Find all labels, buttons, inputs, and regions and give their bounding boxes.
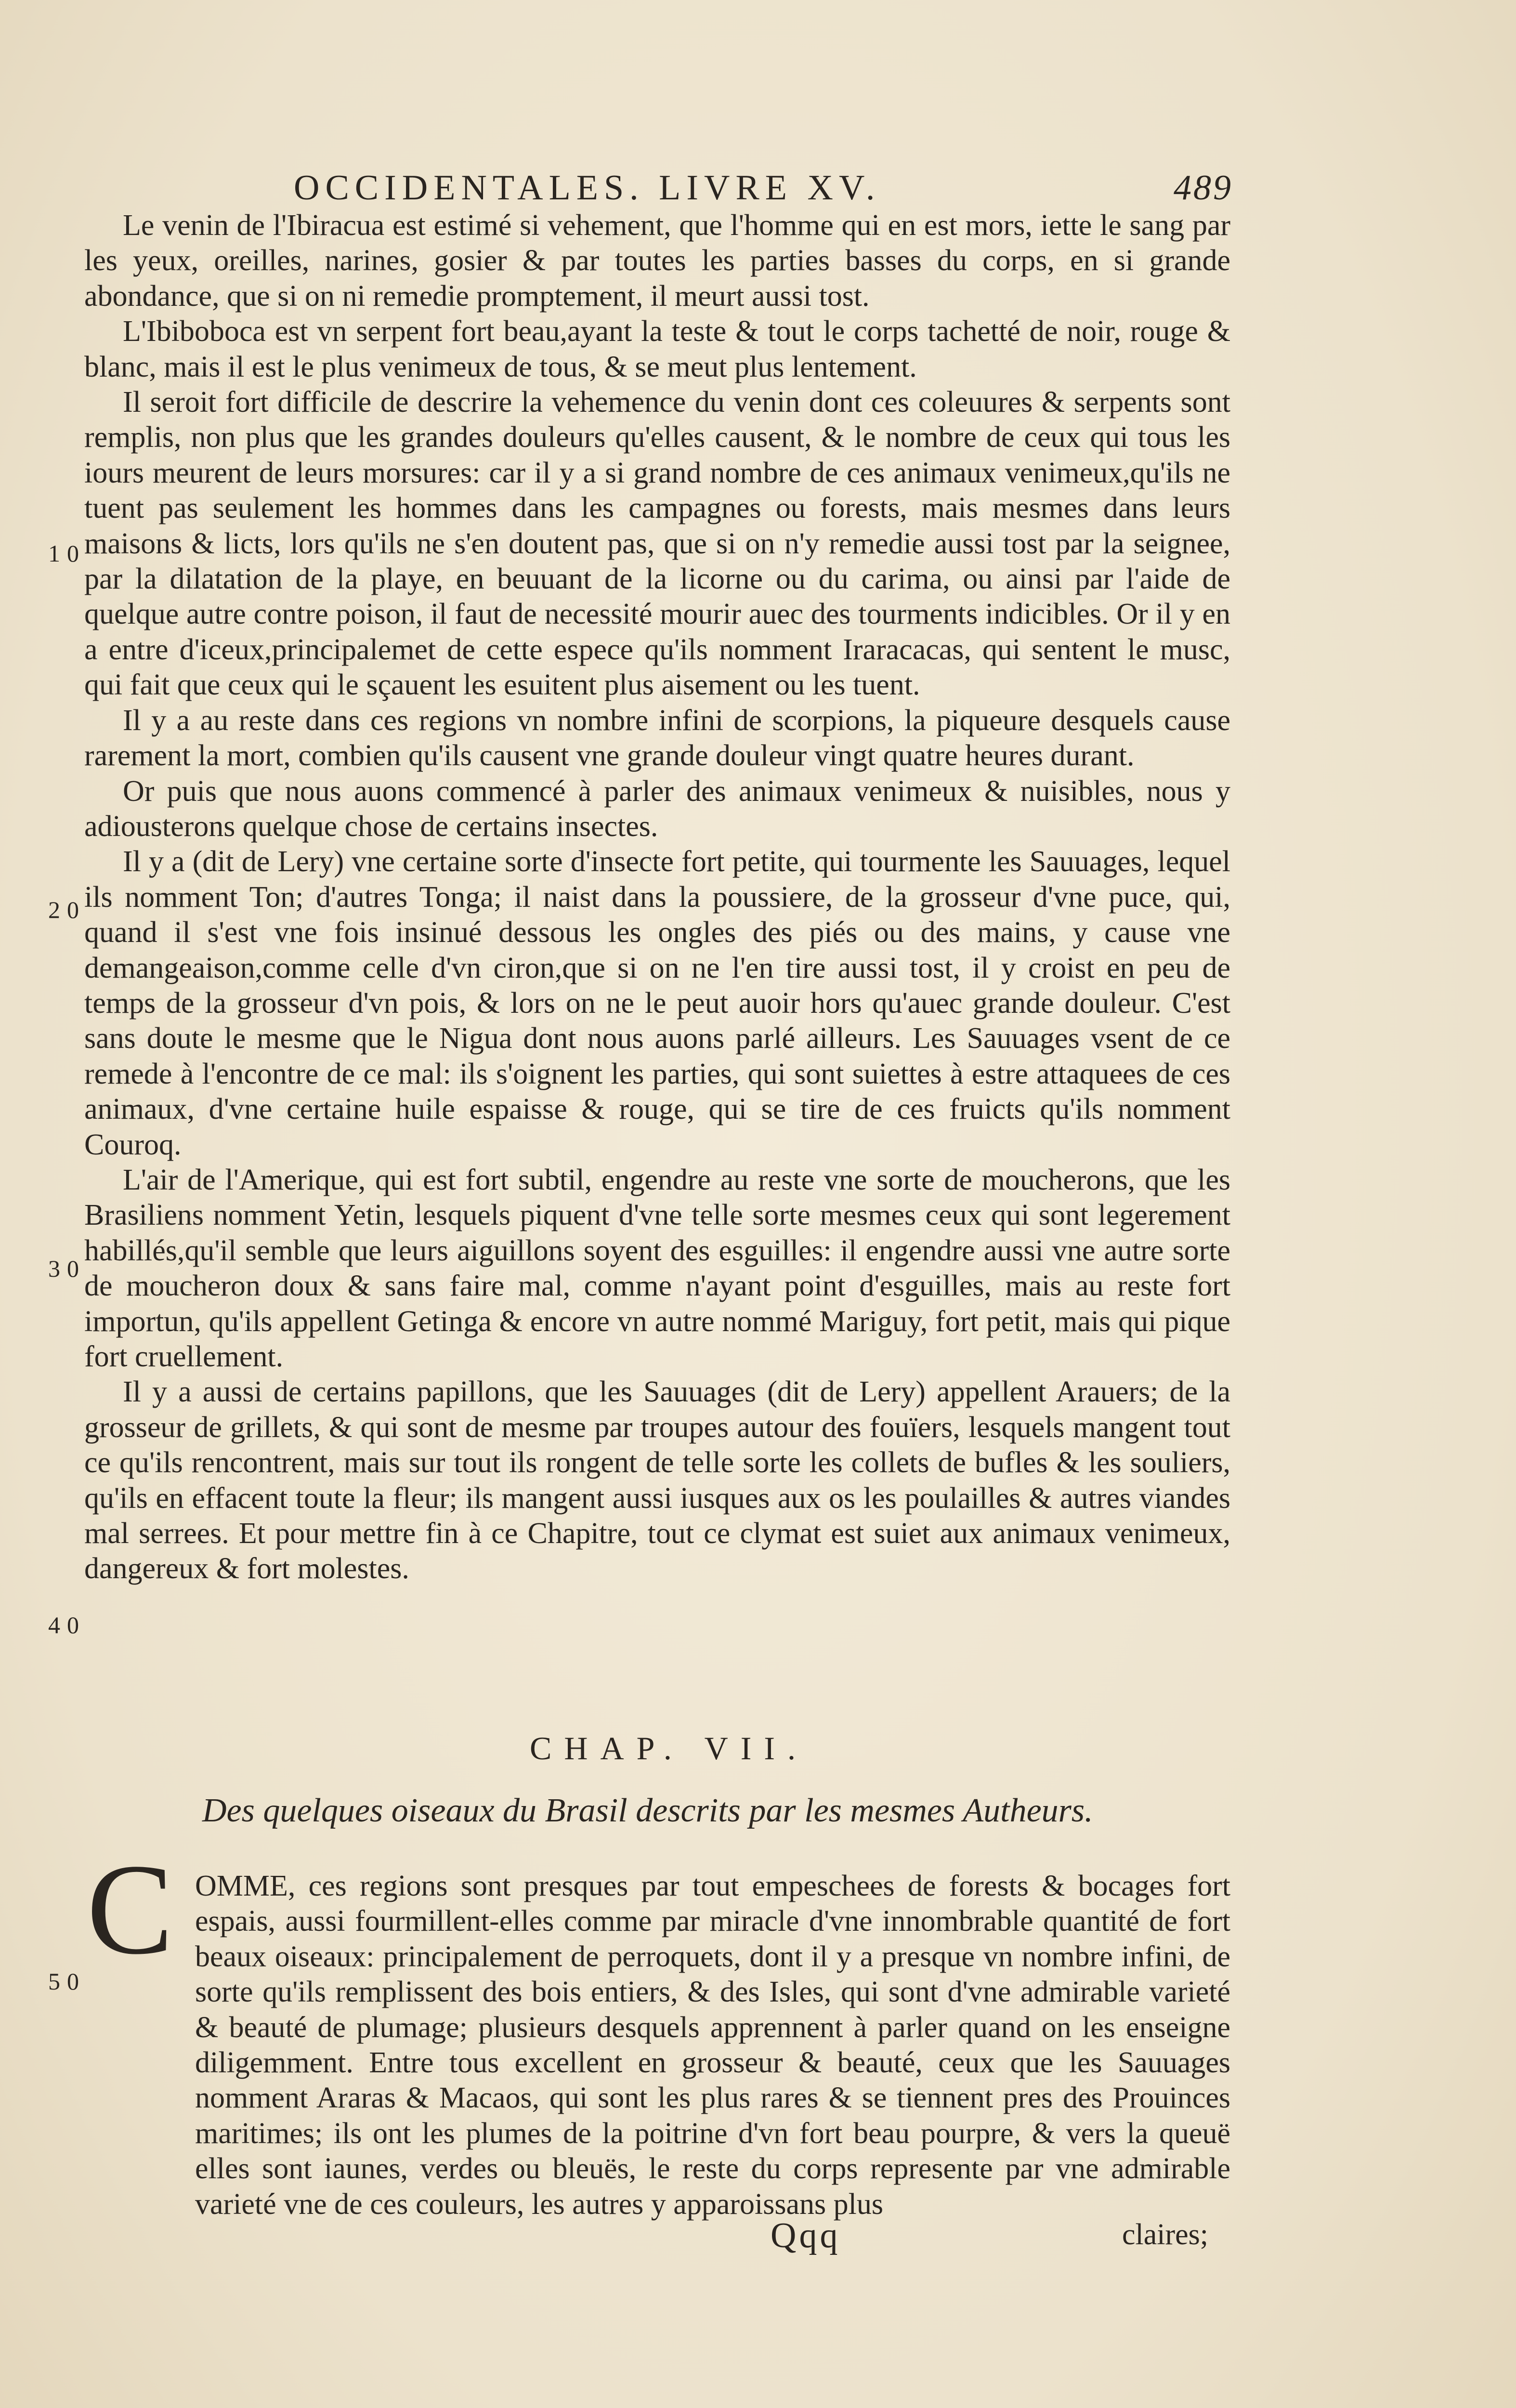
running-title: OCCIDENTALES. LIVRE XV.	[294, 168, 881, 208]
chapter-heading: CHAP. VII.	[530, 1730, 809, 1767]
line-number-20: 20	[48, 896, 86, 923]
drop-cap: C	[87, 1837, 174, 1981]
line-number-50: 50	[48, 1968, 86, 1995]
paragraph: L'air de l'Amerique, qui est fort subtil, engendre au reste vne sorte de moucherons, que les Brasiliens nomment Yetin, lesquels piquent d'vne telle sorte mesmes ceux qui sont legerement habillés,qu'il semble que leurs aiguillons soyent des esguilles: il engendre aussi vne autre sorte de moucheron doux & sans faire mal, comme n'ayant point d'esguilles, mais au reste fort importun, qu'ils appellent Getinga & encore vn autre nommé Mariguy, fort petit, mais qui pique fort cruellement.	[84, 1163, 1230, 1373]
line-number-40: 40	[48, 1611, 86, 1638]
chapter-paragraph: OMME, ces regions sont presques par tout empeschees de forests & bocages fort espais, aussi fourmillent-elles comme par miracle d'vne innombrable quantité de fort beaux oiseaux: principalement de perroquets, dont il y a presque vn nombre infini, de sorte qu'ils remplissent des bois entiers, & des Isles, qui sont d'vne admirable varieté & beauté de plumage; plusieurs desquels apprennent à parler quand on les enseigne diligemment. Entre tous excellent en grosseur & beauté, ceux que les Sauuages nomment Araras & Macaos, qui sont les plus rares & se tiennent pres des Prouinces maritimes; ils ont les plumes de la poitrine d'vn fort beau pourpre, & vers la queuë elles sont iaunes, verdes ou bleuës, le reste du corps represente par vne admirable varieté vne de ces couleurs, les autres y apparoissans plus	[195, 1870, 1230, 2221]
page-number: 489	[1174, 168, 1233, 208]
main-text	[84, 208, 1230, 1587]
paragraph: Il y a aussi de certains papillons, que les Sauuages (dit de Lery) appellent Arauers; de la grosseur de grillets, & qui sont de mesme par troupes autour des fouïers, lesquels mangent tout ce qu'ils rencontrent, mais sur tout ils rongent de telle sorte les collets de bufles & les souliers, qu'ils en effacent toute la fleur; ils mangent aussi iusques aux os les poulailles & autres viandes mal serrees. Et pour mettre fin à ce Chapitre, tout ce clymat est suiet aux animaux venimeux, dangereux & fort molestes.	[84, 1375, 1230, 1585]
paragraph: Il y a au reste dans ces regions vn nombre infini de scorpions, la piqueure desquels cause rarement la mort, combien qu'ils causent vne grande douleur vingt quatre heures durant.	[84, 704, 1230, 772]
paragraph: Le venin de l'Ibiracua est estimé si vehement, que l'homme qui en est mors, iette le sang par les yeux, oreilles, narines, gosier & par toutes les parties basses du corps, en si grande abondance, que si on ni remedie promptement, il meurt aussi tost.	[84, 209, 1230, 313]
paragraph: Il seroit fort difficile de descrire la vehemence du venin dont ces coleuures & serpents sont remplis, non plus que les grandes douleurs qu'elles causent, & le nombre de ceux qui tous les iours meurent de leurs morsures: car il y a si grand nombre de ces animaux venimeux,qu'ils ne tuent pas seulement les hommes dans les campagnes ou forests, mais mesmes dans leurs maisons & licts, lors qu'ils ne s'en doutent pas, que si on n'y remedie aussi tost par la seignee, par la dilatation de la playe, en beuuant de la licorne ou du carima, ou ainsi par l'aide de quelque autre contre poison, il faut de necessité mourir auec des tourments indicibles. Or il y en a entre d'iceux,principalemet de cette espece qu'ils nomment Iraracacas, qui sentent le musc, qui fait que ceux qui le sçauent les esuitent plus aisement ou les tuent.	[84, 386, 1230, 702]
catchword: claires;	[1122, 2218, 1209, 2251]
paragraph: Or puis que nous auons commencé à parler des animaux venimeux & nuisibles, nous y adiousterons quelque chose de certains insectes.	[84, 774, 1230, 843]
chapter-title: Des quelques oiseaux du Brasil descrits par les mesmes Autheurs.	[202, 1792, 1093, 1829]
line-number-10: 10	[48, 540, 86, 567]
paragraph: Il y a (dit de Lery) vne certaine sorte d'insecte fort petite, qui tourmente les Sauuages, lequel ils nomment Ton; d'autres Tonga; il naist dans la poussiere, de la grosseur d'vne puce, qui, quand il s'est vne fois insinué dessous les ongles des piés ou des mains, y cause vne demangeaison,comme celle d'vn ciron,que si on ne l'en tire aussi tost, il y croist en peu de temps de la grosseur d'vn pois, & lors on ne le peut auoir hors qu'auec grande douleur. C'est sans doute le mesme que le Nigua dont nous auons parlé ailleurs. Les Sauuages vsent de ce remede à l'encontre de ce mal: ils s'oignent les parties, qui sont suiettes à estre attaquees de ces animaux, d'vne certaine huile espaisse & rouge, qui se tire de ces fruicts qu'ils nomment Couroq.	[84, 845, 1230, 1161]
chapter-text	[84, 1869, 1230, 2222]
signature-mark: Qqq	[771, 2216, 841, 2255]
line-number-30: 30	[48, 1255, 86, 1282]
paragraph: L'Ibiboboca est vn serpent fort beau,ayant la teste & tout le corps tachetté de noir, rouge & blanc, mais il est le plus venimeux de tous, & se meut plus lentement.	[84, 315, 1230, 383]
